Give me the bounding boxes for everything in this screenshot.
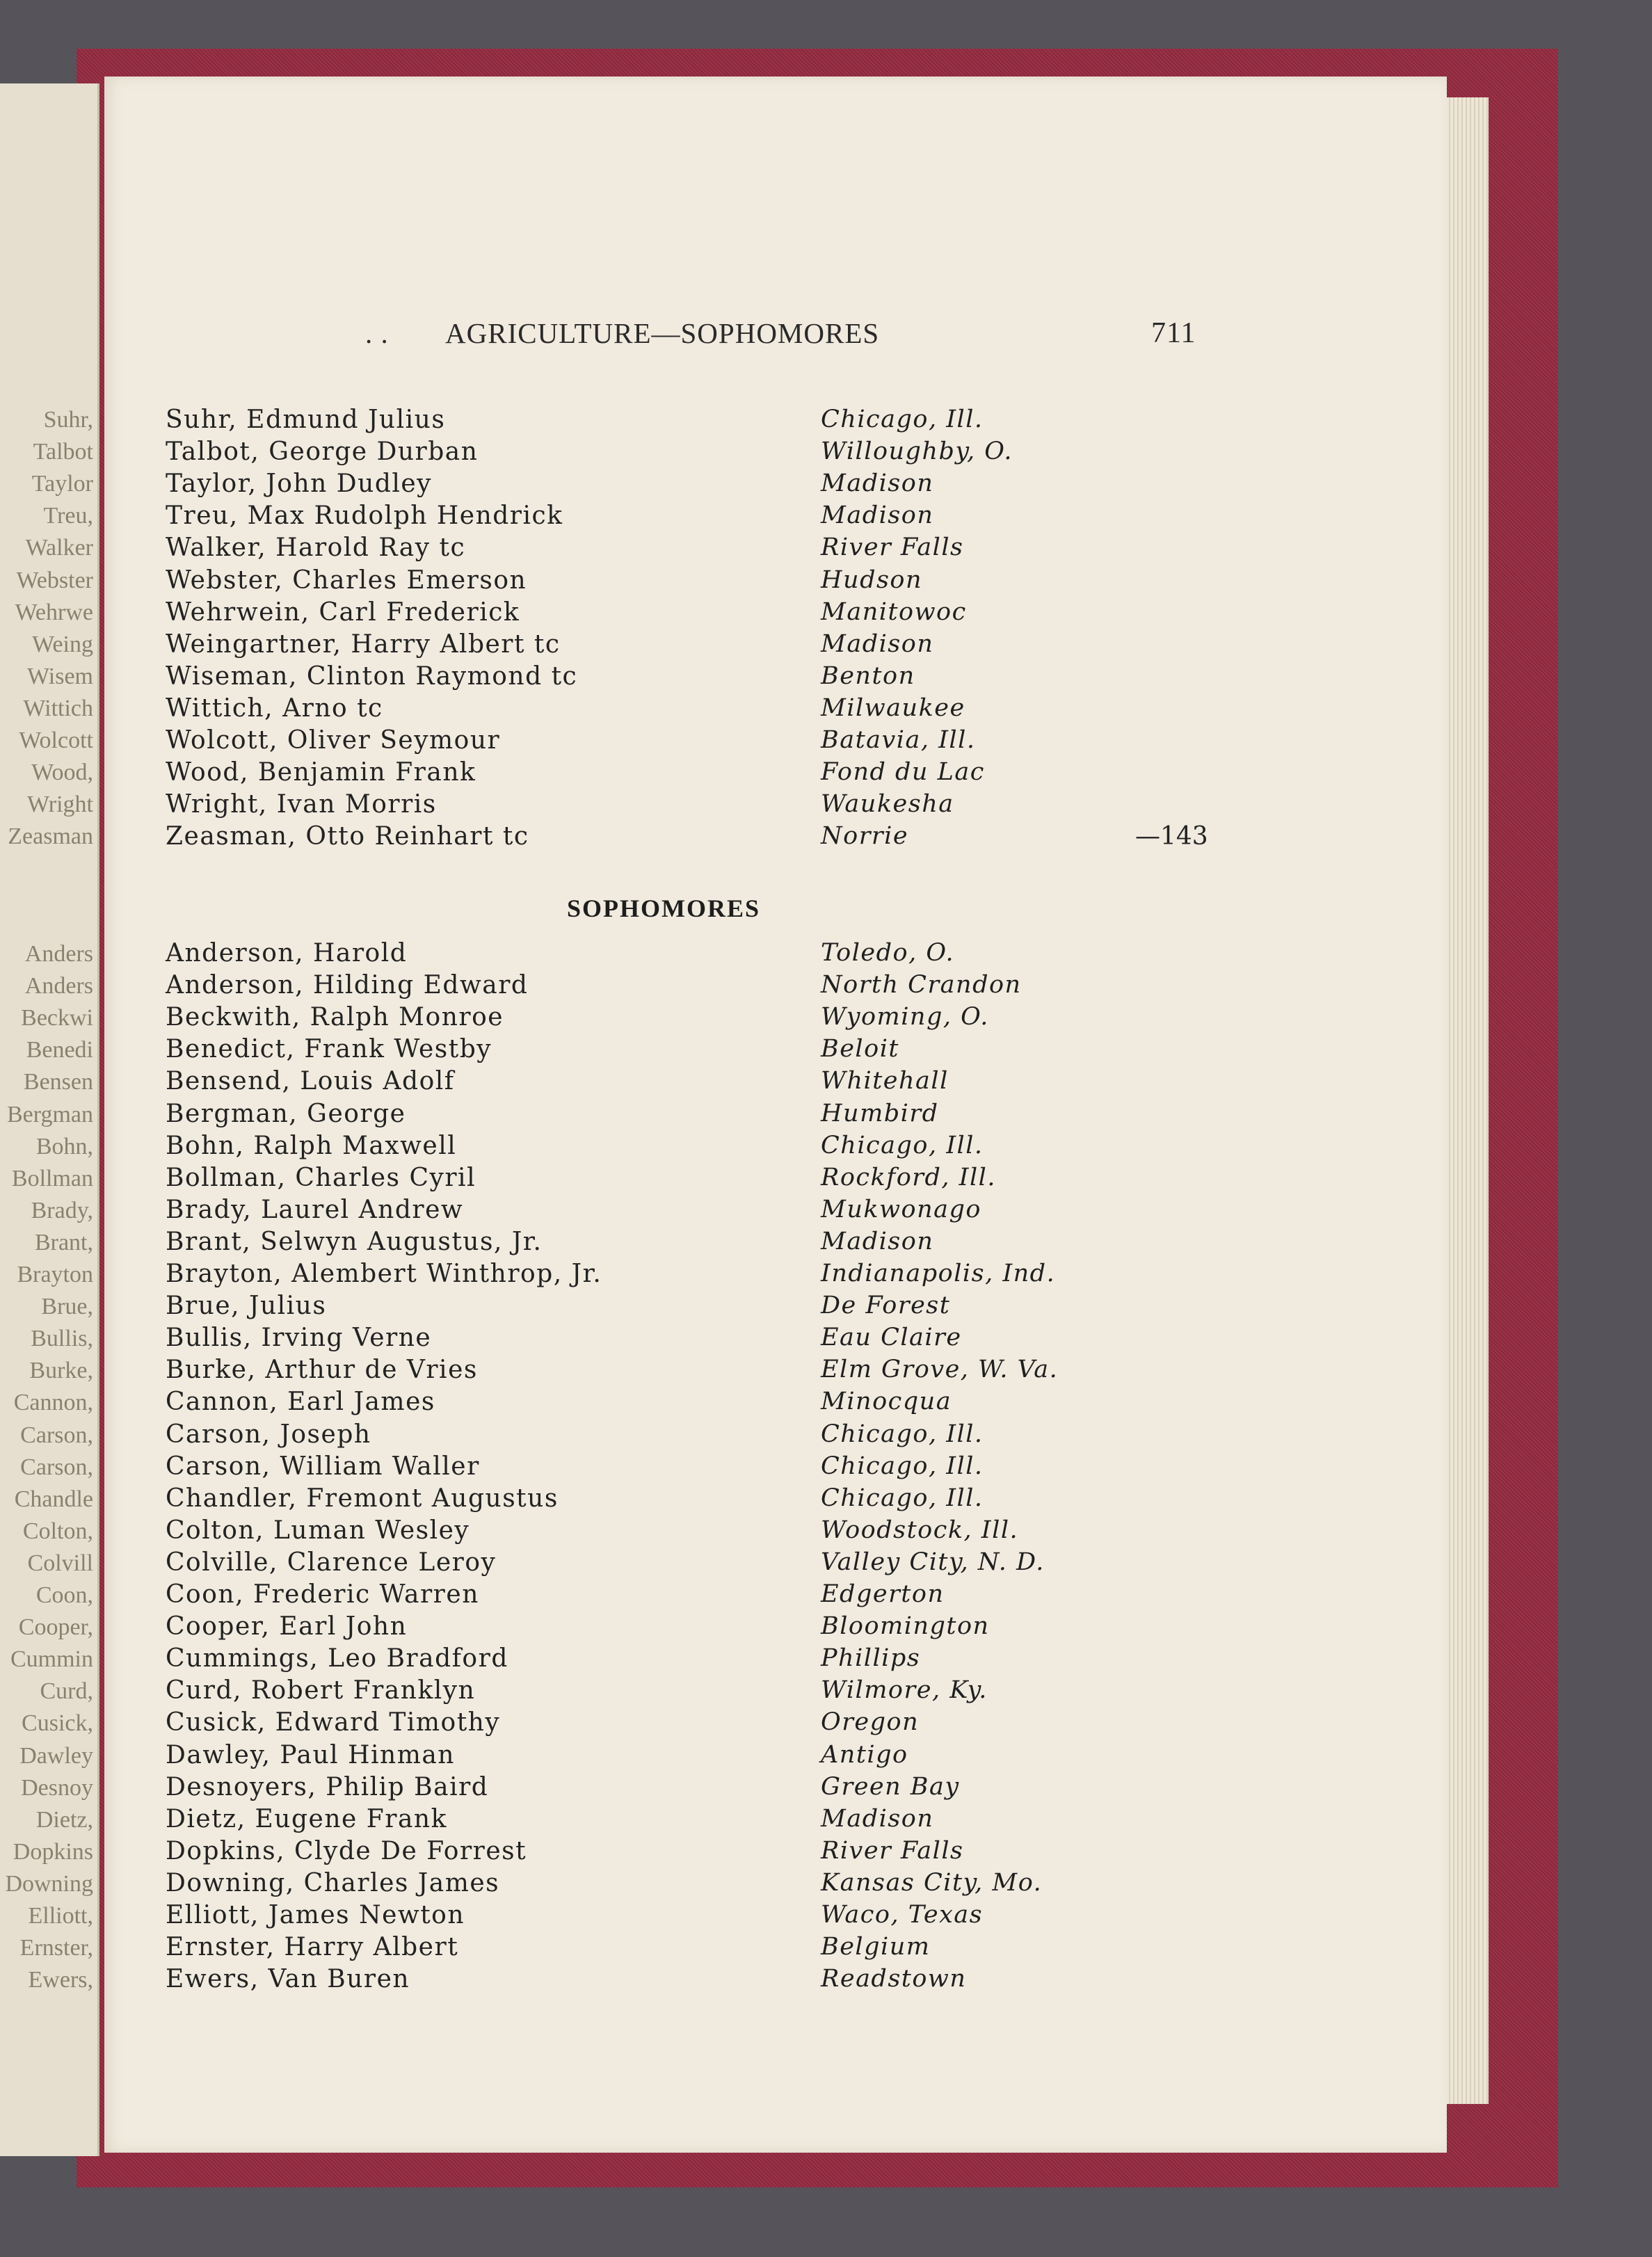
student-entry xyxy=(0,1708,1652,1740)
student-name: Taylor, John Dudley xyxy=(166,469,433,499)
hometown: Madison xyxy=(821,1227,934,1255)
hometown: Wilmore, Ky. xyxy=(821,1676,988,1705)
student-name: Cooper, Earl John xyxy=(166,1612,408,1641)
student-entry xyxy=(0,1773,1652,1805)
student-entry xyxy=(0,1484,1652,1516)
facing-page-fragment: Brant, xyxy=(34,1229,93,1255)
student-name: Suhr, Edmund Julius xyxy=(166,405,446,434)
facing-page-fragment: Dawley xyxy=(19,1742,93,1769)
student-entry xyxy=(0,405,1652,437)
student-name: Ewers, Van Buren xyxy=(166,1965,410,1994)
student-name: Wiseman, Clinton Raymond tc xyxy=(166,661,578,691)
hometown: River Falls xyxy=(821,533,964,562)
facing-page-fragment: Wright xyxy=(27,792,93,818)
student-entry xyxy=(0,1388,1652,1420)
student-entry xyxy=(0,1196,1652,1228)
student-entry xyxy=(0,1260,1652,1292)
student-name: Anderson, Harold xyxy=(166,939,408,967)
facing-page-fragment: Wehrwe xyxy=(15,599,93,625)
hometown: Indianapolis, Ind. xyxy=(821,1260,1056,1287)
student-entry xyxy=(0,1516,1652,1548)
student-entry xyxy=(0,1741,1652,1773)
student-entry xyxy=(0,822,1652,854)
facing-page-fragment: Brady, xyxy=(31,1197,93,1223)
hometown: Eau Claire xyxy=(821,1324,962,1352)
student-name: Dietz, Eugene Frank xyxy=(166,1804,447,1833)
hometown: Wyoming, O. xyxy=(821,1003,989,1031)
student-name: Wehrwein, Carl Frederick xyxy=(166,597,520,627)
hometown: Norrie xyxy=(821,822,909,851)
student-entry xyxy=(0,630,1652,662)
facing-page-fragment: Taylor xyxy=(31,471,93,497)
student-entry xyxy=(0,1933,1652,1965)
facing-page-fragment: Chandle xyxy=(14,1486,93,1512)
student-name: Burke, Arthur de Vries xyxy=(166,1356,478,1385)
student-name: Brady, Laurel Andrew xyxy=(166,1195,464,1224)
student-entry xyxy=(0,662,1652,694)
hometown: Belgium xyxy=(821,1933,931,1961)
student-name: Bollman, Charles Cyril xyxy=(166,1163,476,1192)
student-entry xyxy=(0,533,1652,565)
hometown: Madison xyxy=(821,469,934,498)
facing-page-fragment: Colvill xyxy=(27,1550,93,1576)
hometown: Benton xyxy=(821,661,915,690)
student-name: Dopkins, Clyde De Forrest xyxy=(166,1836,527,1865)
hometown: Milwaukee xyxy=(821,693,965,722)
student-name: Beckwith, Ralph Monroe xyxy=(166,1003,504,1032)
facing-page-fragment: Benedi xyxy=(26,1037,93,1063)
facing-page-fragment: Bullis, xyxy=(31,1326,93,1352)
hometown: Chicago, Ill. xyxy=(821,1484,984,1512)
facing-page-fragment: Anders xyxy=(24,973,93,999)
hometown: Oregon xyxy=(821,1708,920,1737)
student-name: Colville, Clarence Leroy xyxy=(166,1548,497,1577)
student-entry xyxy=(0,1612,1652,1644)
student-entry xyxy=(0,1548,1652,1580)
facing-page-fragment: Cummin xyxy=(10,1646,93,1673)
student-entry xyxy=(0,1003,1652,1035)
student-entry xyxy=(0,1067,1652,1099)
student-entry xyxy=(0,1965,1652,1997)
facing-page-fragment: Downing xyxy=(5,1870,93,1897)
hometown: Chicago, Ill. xyxy=(821,1131,984,1159)
facing-page-fragment: Ewers, xyxy=(28,1967,93,1993)
facing-page-fragment: Brue, xyxy=(41,1294,93,1320)
student-entry xyxy=(0,1420,1652,1452)
student-entry xyxy=(0,1837,1652,1869)
student-entry xyxy=(0,1324,1652,1356)
facing-page-fragment: Desnoy xyxy=(21,1774,93,1801)
hometown: Manitowoc xyxy=(821,597,967,626)
facing-page-fragment: Cusick, xyxy=(22,1710,93,1737)
student-entry xyxy=(0,1132,1652,1164)
student-name: Benedict, Frank Westby xyxy=(166,1035,492,1064)
student-name: Bullis, Irving Verne xyxy=(166,1324,432,1353)
facing-page-fragment: Bergman xyxy=(6,1101,93,1127)
student-name: Cummings, Leo Bradford xyxy=(166,1644,508,1673)
student-name: Carson, Joseph xyxy=(166,1420,371,1449)
hometown: Madison xyxy=(821,501,934,530)
facing-page-fragment: Carson, xyxy=(20,1454,93,1480)
section-title: SOPHOMORES xyxy=(567,894,761,922)
hometown: North Crandon xyxy=(821,971,1022,999)
facing-page-fragment: Curd, xyxy=(40,1678,93,1705)
student-entry xyxy=(0,939,1652,971)
facing-page-fragment: Beckwi xyxy=(21,1005,93,1031)
student-entry xyxy=(0,566,1652,598)
student-name: Cannon, Earl James xyxy=(166,1388,435,1417)
student-name: Walker, Harold Ray tc xyxy=(166,533,466,563)
header-dots: . . xyxy=(365,317,389,349)
hometown: Chicago, Ill. xyxy=(821,1452,984,1480)
student-name: Treu, Max Rudolph Hendrick xyxy=(166,501,563,531)
student-name: Brue, Julius xyxy=(166,1292,327,1321)
facing-page-fragment: Colton, xyxy=(22,1518,93,1544)
student-name: Curd, Robert Franklyn xyxy=(166,1676,476,1705)
running-header: AGRICULTURE—SOPHOMORES xyxy=(445,317,880,349)
facing-page-fragment: Zeasman xyxy=(8,824,93,850)
hometown: Waco, Texas xyxy=(821,1901,984,1929)
hometown: Minocqua xyxy=(821,1388,952,1416)
hometown: Batavia, Ill. xyxy=(821,726,976,754)
hometown: Madison xyxy=(821,1804,934,1833)
student-name: Cusick, Edward Timothy xyxy=(166,1708,501,1737)
student-entry xyxy=(0,1452,1652,1484)
student-entry xyxy=(0,726,1652,758)
student-name: Zeasman, Otto Reinhart tc xyxy=(166,822,529,851)
facing-page-fragment: Wittich xyxy=(23,695,93,721)
student-name: Anderson, Hilding Edward xyxy=(166,971,529,1000)
hometown: Humbird xyxy=(821,1099,939,1127)
student-name: Webster, Charles Emerson xyxy=(166,565,527,595)
student-name: Bergman, George xyxy=(166,1099,406,1128)
facing-page-fragment: Dopkins xyxy=(13,1838,93,1865)
student-entry xyxy=(0,1164,1652,1196)
student-entry xyxy=(0,758,1652,790)
hometown: River Falls xyxy=(821,1836,964,1865)
facing-page-fragment: Carson, xyxy=(20,1422,93,1448)
facing-page-fragment: Cannon, xyxy=(13,1390,93,1416)
hometown: Chicago, Ill. xyxy=(821,1420,984,1448)
facing-page-fragment: Burke, xyxy=(29,1358,93,1384)
student-name: Wright, Ivan Morris xyxy=(166,790,437,819)
student-entry xyxy=(0,1676,1652,1708)
student-entry xyxy=(0,1356,1652,1388)
hometown: Chicago, Ill. xyxy=(821,405,984,433)
hometown: Antigo xyxy=(821,1740,908,1769)
hometown: Beloit xyxy=(821,1035,899,1063)
student-entry xyxy=(0,694,1652,726)
hometown: Waukesha xyxy=(821,790,954,819)
facing-page-fragment: Coon, xyxy=(35,1582,93,1608)
student-entry xyxy=(0,1805,1652,1837)
hometown: Valley City, N. D. xyxy=(821,1548,1045,1576)
hometown: De Forest xyxy=(821,1292,951,1320)
student-entry xyxy=(0,1100,1652,1132)
facing-page-fragment: Elliott, xyxy=(28,1903,93,1929)
facing-page-fragment: Wood, xyxy=(31,760,93,786)
facing-page-fragment: Dietz, xyxy=(35,1806,93,1833)
student-name: Bohn, Ralph Maxwell xyxy=(166,1131,457,1160)
hometown: Readstown xyxy=(821,1965,967,1993)
class-count: —143 xyxy=(1135,822,1208,851)
hometown: Bloomington xyxy=(821,1612,990,1641)
hometown: Toledo, O. xyxy=(821,939,955,967)
hometown: Kansas City, Mo. xyxy=(821,1868,1043,1897)
student-name: Dawley, Paul Hinman xyxy=(166,1740,455,1769)
facing-page-fragment: Wisem xyxy=(27,663,93,689)
student-entry xyxy=(0,1035,1652,1067)
student-name: Carson, William Waller xyxy=(166,1452,480,1481)
student-name: Coon, Frederic Warren xyxy=(166,1580,479,1609)
student-name: Brayton, Alembert Winthrop, Jr. xyxy=(166,1260,602,1288)
facing-page-fragment: Brayton xyxy=(17,1262,93,1287)
hometown: Hudson xyxy=(821,565,923,594)
hometown: Phillips xyxy=(821,1644,921,1673)
student-name: Ernster, Harry Albert xyxy=(166,1933,459,1962)
hometown: Green Bay xyxy=(821,1772,960,1801)
facing-page-fragment: Bollman xyxy=(11,1165,93,1191)
student-name: Elliott, James Newton xyxy=(166,1901,465,1929)
student-entry xyxy=(0,1869,1652,1901)
facing-page-fragment: Suhr, xyxy=(43,407,93,433)
student-name: Desnoyers, Philip Baird xyxy=(166,1772,489,1801)
student-name: Wolcott, Oliver Seymour xyxy=(166,726,501,755)
facing-page-fragment: Walker xyxy=(25,535,93,561)
hometown: Fond du Lac xyxy=(821,758,985,787)
student-name: Wittich, Arno tc xyxy=(166,693,383,723)
student-entry xyxy=(0,1228,1652,1260)
facing-page-fragment: Treu, xyxy=(43,503,93,529)
student-name: Talbot, George Durban xyxy=(166,437,479,467)
hometown: Rockford, Ill. xyxy=(821,1163,996,1191)
facing-page-fragment: Wolcott xyxy=(19,728,93,753)
facing-page-fragment: Ernster, xyxy=(19,1935,93,1961)
facing-page-fragment: Weing xyxy=(32,631,93,657)
student-entry xyxy=(0,1901,1652,1933)
page-number: 711 xyxy=(1151,317,1196,349)
student-entry xyxy=(0,501,1652,533)
student-name: Bensend, Louis Adolf xyxy=(166,1067,455,1096)
student-name: Chandler, Fremont Augustus xyxy=(166,1484,559,1513)
facing-page-fragment: Webster xyxy=(16,567,93,593)
student-entry xyxy=(0,437,1652,469)
student-entry xyxy=(0,790,1652,822)
student-entry xyxy=(0,1580,1652,1612)
facing-page-fragment: Anders xyxy=(24,941,93,967)
student-entry xyxy=(0,1644,1652,1676)
hometown: Woodstock, Ill. xyxy=(821,1516,1019,1544)
student-entry xyxy=(0,469,1652,501)
facing-page-fragment: Talbot xyxy=(33,439,93,465)
facing-page-fragment: Bensen xyxy=(23,1069,93,1095)
student-name: Wood, Benjamin Frank xyxy=(166,758,476,787)
hometown: Elm Grove, W. Va. xyxy=(821,1356,1059,1384)
hometown: Mukwonago xyxy=(821,1195,982,1223)
student-name: Brant, Selwyn Augustus, Jr. xyxy=(166,1227,543,1256)
hometown: Willoughby, O. xyxy=(821,437,1013,466)
hometown: Whitehall xyxy=(821,1067,949,1095)
student-name: Colton, Luman Wesley xyxy=(166,1516,470,1545)
hometown: Madison xyxy=(821,629,934,658)
facing-page-fragment: Bohn, xyxy=(35,1133,93,1159)
student-entry xyxy=(0,971,1652,1003)
student-entry xyxy=(0,598,1652,630)
student-name: Weingartner, Harry Albert tc xyxy=(166,629,561,659)
hometown: Edgerton xyxy=(821,1580,945,1608)
student-name: Downing, Charles James xyxy=(166,1868,500,1897)
student-entry xyxy=(0,1292,1652,1324)
facing-page-fragment: Cooper, xyxy=(18,1614,93,1641)
